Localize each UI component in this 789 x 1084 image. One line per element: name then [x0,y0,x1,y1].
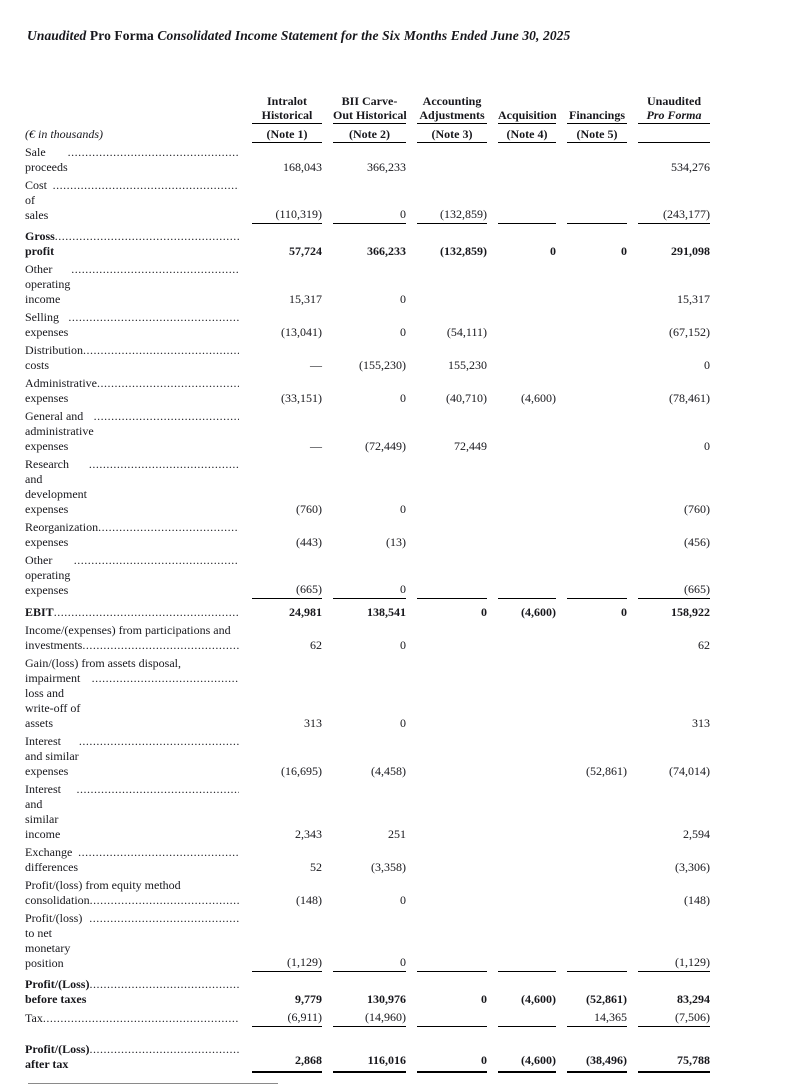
cell-value: 62 [698,638,710,653]
table-row [25,341,711,374]
cell-value [498,729,556,732]
cell-value: (14,960) [333,1008,406,1027]
dot-leader [71,262,239,277]
cell-value: 130,976 [367,992,406,1007]
cell-value: 2,594 [683,827,710,842]
cell-value: 0 [400,391,406,406]
cell-value: 14,365 [567,1008,627,1027]
row-label: Profit/(Loss) before taxes ..... [25,975,241,1008]
cell-value: (6,911) [252,1008,322,1027]
cell-value: (78,461) [669,391,710,406]
row-label: Reorganization expenses ..... [25,518,241,551]
table-header-row [25,94,711,124]
cell-value: 15,317 [677,292,710,307]
row-label: Other operating income ..... [25,260,241,308]
cell-value: (443) [296,535,322,550]
cell-value: 0 [400,638,406,653]
title-part-unaudited: Unaudited [27,28,87,43]
cell-value: (33,151) [281,391,322,406]
cell-value: (760) [684,502,710,517]
table-row [25,876,711,909]
table-notes-row [25,125,711,143]
cell-value: 0 [704,439,710,454]
row-label: Interest and similar expenses ..... [25,732,241,780]
cell-value [498,1023,556,1027]
title-part-pro-forma: Pro Forma [89,28,154,43]
cell-value [417,173,487,176]
cell-value: 0 [417,1051,487,1073]
row-label: Cost of sales ..... [25,176,241,224]
cell-value: (52,861) [586,992,627,1007]
cell-value [498,777,556,780]
column-note: (Note 3) [417,126,487,143]
cell-value: (243,177) [638,205,710,224]
cell-value [567,515,627,518]
cell-value [567,840,627,843]
cell-value: (52,861) [586,764,627,779]
cell-value: 62 [310,638,322,653]
cell-value [417,595,487,599]
cell-value: 251 [388,827,406,842]
table-row [25,654,711,732]
cell-value [567,173,627,176]
cell-value: 0 [333,953,406,972]
dot-leader [77,782,239,797]
page-title [27,28,789,44]
table-row [25,260,711,308]
cell-value: (4,600) [521,992,556,1007]
cell-value: (72,449) [365,439,406,454]
cell-value [417,906,487,909]
cell-value [567,548,627,551]
cell-value: (456) [684,535,710,550]
dot-leader [55,229,239,244]
cell-value [498,338,556,341]
income-statement-table [25,94,711,1073]
cell-value: 0 [621,605,627,620]
cell-value [417,305,487,308]
cell-value [498,173,556,176]
cell-value [567,338,627,341]
table-row [25,732,711,780]
cell-value [567,873,627,876]
cell-value: (4,600) [498,1051,556,1073]
cell-value: 0 [400,502,406,517]
cell-value: 2,868 [252,1051,322,1073]
cell-value: 138,541 [367,605,406,620]
cell-value: 57,724 [289,244,322,259]
column-header: Unaudited Pro Forma [638,94,710,124]
cell-value: 9,779 [295,992,322,1007]
cell-value: 158,922 [671,605,710,620]
cell-value [567,220,627,224]
cell-value [417,968,487,972]
cell-value: (1,129) [638,953,710,972]
cell-value: (148) [684,893,710,908]
cell-value: 366,233 [367,244,406,259]
cell-value: 168,043 [283,160,322,175]
column-header: Acquisition [498,108,556,124]
cell-value [498,305,556,308]
column-header: Financings [567,108,627,124]
column-header: Intralot Historical [252,94,322,124]
cell-value [498,515,556,518]
table-row [25,621,711,654]
cell-value: 83,294 [677,992,710,1007]
dot-leader [89,911,239,926]
cell-value: (13,041) [281,325,322,340]
cell-value: (132,859) [440,244,487,259]
cell-value: 0 [550,244,556,259]
dot-leader [90,893,239,908]
cell-value [567,371,627,374]
cell-value [417,873,487,876]
cell-value: (132,859) [417,205,487,224]
cell-value: (4,600) [521,605,556,620]
column-header: Accounting Adjustments [417,94,487,124]
dot-leader [92,671,239,686]
cell-value [567,452,627,455]
cell-value: (38,496) [567,1051,627,1073]
cell-value: 0 [621,244,627,259]
column-note: (Note 5) [567,126,627,143]
dot-leader [83,343,239,358]
cell-value [417,777,487,780]
cell-value: (760) [296,502,322,517]
cell-value: 15,317 [289,292,322,307]
cell-value [498,873,556,876]
cell-value [498,452,556,455]
row-label: Other operating expenses ..... [25,551,241,599]
cell-value: (67,152) [669,325,710,340]
row-label: Administrative expenses ..... [25,374,241,407]
row-label: General and administrative expenses ..... [25,407,241,455]
dot-leader [82,638,239,653]
document-page [0,28,789,1084]
cell-value: (13) [386,535,406,550]
row-label: Sale proceeds ..... [25,143,241,176]
cell-value [417,840,487,843]
dot-leader [74,553,239,568]
cell-value: 366,233 [367,160,406,175]
cell-value [498,595,556,599]
cell-value [417,1023,487,1027]
cell-value [567,595,627,599]
cell-value: 0 [400,893,406,908]
cell-value: 0 [400,716,406,731]
cell-value: (16,695) [281,764,322,779]
cell-value [567,305,627,308]
row-label: EBIT ..... [25,603,241,621]
cell-value: — [310,439,322,454]
cell-value: (148) [296,893,322,908]
row-label: Research and development expenses ..... [25,455,241,518]
cell-value: 313 [304,716,322,731]
row-label: Gain/(loss) from assets disposal, impairment loss and write-off of assets ..... [25,654,241,732]
row-label: Interest and similar income ..... [25,780,241,843]
table-row [25,308,711,341]
column-note: (Note 4) [498,126,556,143]
cell-value: (665) [638,580,710,599]
cell-value [567,651,627,654]
cell-value: 2,343 [295,827,322,842]
table-row [25,551,711,599]
table-row [25,518,711,551]
cell-value [498,651,556,654]
table-row [25,975,711,1008]
cell-value: (4,600) [521,391,556,406]
cell-value [417,651,487,654]
cell-value: 52 [310,860,322,875]
dot-leader [98,520,239,535]
column-header: BII Carve- Out Historical [333,94,406,124]
cell-value: (110,319) [252,205,322,224]
dot-leader [97,376,239,391]
dot-leader [54,605,239,620]
cell-value: 0 [481,605,487,620]
dot-leader [43,1011,239,1026]
row-label: Exchange differences ..... [25,843,241,876]
table-row [25,455,711,518]
cell-value: 0 [400,292,406,307]
cell-value: 155,230 [448,358,487,373]
cell-value: (3,358) [371,860,406,875]
dot-leader [89,1042,239,1057]
cell-value: 534,276 [671,160,710,175]
column-note: (Note 1) [252,126,322,143]
row-label: Tax ..... [25,1009,241,1027]
dot-leader [78,845,239,860]
cell-value: (54,111) [446,325,487,340]
cell-value [498,371,556,374]
dot-leader [89,977,239,992]
table-row [25,1008,711,1027]
table-row [25,374,711,407]
cell-value [498,906,556,909]
title-part-statement: Consolidated Income Statement for the Six Months Ended June 30, 2025 [157,28,571,43]
row-label: Profit/(loss) to net monetary position ..... [25,909,241,972]
row-label: Distribution costs ..... [25,341,241,374]
row-label: Income/(expenses) from participations and investments ..... [25,621,241,654]
cell-value: (1,129) [252,953,322,972]
column-note: (Note 2) [333,126,406,143]
table-row [25,1040,711,1073]
dot-leader [68,310,239,325]
cell-value: (665) [252,580,322,599]
row-label: Profit/(Loss) after tax ..... [25,1040,241,1073]
table-row [25,780,711,843]
cell-value: 24,981 [289,605,322,620]
unit-label: (€ in thousands) [25,127,103,142]
row-label: Selling expenses ..... [25,308,241,341]
column-note [638,126,710,143]
dot-leader [94,409,239,424]
table-row [25,909,711,972]
table-row [25,602,711,621]
cell-value: 0 [333,205,406,224]
cell-value [567,729,627,732]
cell-value [498,840,556,843]
cell-value [567,906,627,909]
cell-value: 0 [400,325,406,340]
cell-value: — [310,358,322,373]
table-row [25,227,711,260]
table-row [25,176,711,224]
table-row [25,843,711,876]
cell-value: 313 [692,716,710,731]
cell-value: 0 [481,992,487,1007]
cell-value: 116,016 [333,1051,406,1073]
cell-value [567,968,627,972]
cell-value: 0 [333,580,406,599]
cell-value: (3,306) [675,860,710,875]
dot-leader [79,734,239,749]
cell-value [498,968,556,972]
cell-value [498,548,556,551]
cell-value [567,404,627,407]
cell-value: (40,710) [446,391,487,406]
cell-value [417,729,487,732]
table-row [25,143,711,176]
dot-leader [68,145,239,160]
cell-value: 72,449 [454,439,487,454]
cell-value: 291,098 [671,244,710,259]
dot-leader [89,457,239,472]
cell-value [498,220,556,224]
cell-value: (155,230) [359,358,406,373]
cell-value [417,548,487,551]
cell-value [417,515,487,518]
cell-value: (74,014) [669,764,710,779]
row-label: Gross profit ..... [25,227,241,260]
cell-value: 0 [704,358,710,373]
row-label: Profit/(loss) from equity method consolidation ..... [25,876,241,909]
dot-leader [53,178,239,193]
cell-value: 75,788 [638,1051,710,1073]
cell-value: (7,506) [638,1008,710,1027]
table-row [25,407,711,455]
cell-value: (4,458) [371,764,406,779]
